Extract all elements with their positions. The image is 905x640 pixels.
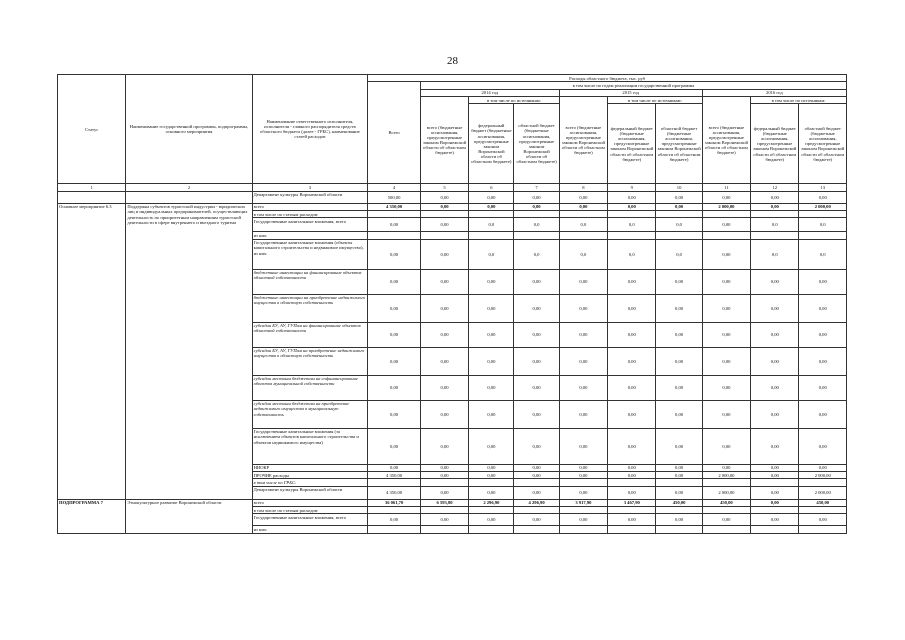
row-value: 0,00 — [656, 514, 702, 526]
row-value: 0,0 — [608, 239, 656, 269]
header-total: Всего — [368, 82, 421, 184]
row-value: 0,00 — [656, 400, 702, 428]
row-value — [514, 232, 559, 239]
row-value: 0,00 — [751, 294, 799, 322]
row-value: 0,00 — [368, 347, 421, 375]
header-2015-federal: федеральный бюджет (бюджетные ассигнования, предусмотренные законом Воронежской области об областном бюджете) — [608, 104, 656, 184]
row-value — [514, 210, 559, 217]
row-value: 0,00 — [514, 471, 559, 478]
row-value — [368, 479, 421, 486]
row-value: 0,0 — [514, 239, 559, 269]
header-2016-regional: областной бюджет (бюджетные ассигнования, предусмотренные законом Воронежской области об областном бюджете) — [799, 104, 847, 184]
row-value: 0,0 — [799, 239, 847, 269]
row-value — [559, 232, 607, 239]
row-value — [559, 479, 607, 486]
row-expense-label: в том числе по статьям расходов: — [252, 210, 368, 217]
row-value: 0,00 — [702, 400, 750, 428]
row-value — [656, 210, 702, 217]
row-value: 0,00 — [751, 400, 799, 428]
row-value: 0,00 — [469, 464, 514, 471]
row-value: 0,00 — [799, 464, 847, 471]
row-value — [751, 526, 799, 533]
row-expense-label: бюджетные инвестиции на приобретение недвижимого имущества в областную собственность — [252, 294, 368, 322]
row-value: 0,00 — [608, 514, 656, 526]
row-value: 0,00 — [608, 464, 656, 471]
row-status — [58, 191, 126, 203]
row-value: 0,00 — [420, 486, 468, 499]
row-expense-label: субсидии местным бюджетам на софинансирование объектов муниципальной собственности — [252, 375, 368, 400]
row-value: 0,00 — [656, 191, 702, 203]
header-2014-of-which: в том числе по источникам: — [469, 96, 559, 103]
row-value: 0,00 — [514, 514, 559, 526]
row-value: 4 350,00 — [368, 203, 421, 210]
row-value: 0,00 — [559, 514, 607, 526]
row-value: 4 350,00 — [368, 471, 421, 478]
row-value — [368, 232, 421, 239]
row-value: 0,00 — [608, 269, 656, 294]
row-value: 0,00 — [420, 471, 468, 478]
row-value: 0,00 — [656, 471, 702, 478]
header-by-years: в том числе по годам реализации государственной программы — [420, 82, 846, 89]
row-value: 0,0 — [799, 218, 847, 232]
header-executor: Наименование ответственного исполнителя, исполнителя - главного распорядителя средств областного бюджета (далее - ГРБС), наименование статей расходов — [252, 75, 368, 184]
row-value: 0,00 — [559, 191, 607, 203]
row-value — [608, 526, 656, 533]
row-value: 0,00 — [368, 400, 421, 428]
row-value: 3 467,90 — [608, 499, 656, 506]
header-2014-total: всего (бюджетные ассигнования, предусмотренные законом Воронежской области об областном бюджете) — [420, 96, 468, 183]
header-2016-federal: федеральный бюджет (бюджетные ассигнования, предусмотренные законом Воронежской области об областном бюджете) — [751, 104, 799, 184]
row-value — [514, 479, 559, 486]
row-value: 0,00 — [514, 428, 559, 464]
row-value: 36 061,70 — [368, 499, 421, 506]
row-value: 0,00 — [559, 322, 607, 347]
row-value: 0,00 — [702, 269, 750, 294]
row-value: 0,00 — [656, 294, 702, 322]
row-expense-label: из них: — [252, 526, 368, 533]
row-value: 0,00 — [656, 203, 702, 210]
row-expense-label: в том числе по статьям расходов: — [252, 506, 368, 513]
row-value: 0,00 — [656, 347, 702, 375]
row-value — [702, 232, 750, 239]
row-value: 0,00 — [751, 269, 799, 294]
row-value: 0,00 — [656, 464, 702, 471]
row-value: 0,00 — [420, 375, 468, 400]
column-number: 9 — [608, 184, 656, 191]
row-expense-label: Департамент культуры Воронежской области — [252, 191, 368, 203]
column-number: 2 — [126, 184, 252, 191]
row-expense-label: из них: — [252, 232, 368, 239]
row-expense-label: субсидии БУ, АУ, ГУПам на финансирование объектов областной собственности — [252, 322, 368, 347]
row-value: 0,00 — [420, 400, 468, 428]
row-value: 0,00 — [559, 203, 607, 210]
row-value: 0,00 — [420, 294, 468, 322]
row-value: 0,00 — [608, 486, 656, 499]
row-expense-label: субсидии местным бюджетам на приобретение недвижимого имущества в муниципальную собственность — [252, 400, 368, 428]
row-value: 0,00 — [656, 428, 702, 464]
row-value — [368, 506, 421, 513]
row-value: 0,00 — [608, 294, 656, 322]
table-row — [58, 203, 847, 210]
row-value — [469, 526, 514, 533]
row-value: 2 000,00 — [702, 486, 750, 499]
row-status: Основное мероприятие 6.3 — [58, 203, 126, 499]
row-value — [702, 506, 750, 513]
row-value: 0,00 — [799, 428, 847, 464]
row-value: 0,00 — [799, 322, 847, 347]
row-value — [608, 210, 656, 217]
column-number: 1 — [58, 184, 126, 191]
header-2014-regional: областной бюджет (бюджетные ассигнования, предусмотренные законом Воронежской области об областном бюджете) — [514, 104, 559, 184]
row-value: 0,00 — [799, 191, 847, 203]
row-value: 0,00 — [514, 464, 559, 471]
row-value — [799, 210, 847, 217]
row-value — [656, 506, 702, 513]
row-value: 2 000,00 — [799, 471, 847, 478]
table-row — [58, 499, 847, 506]
row-value: 0,00 — [751, 514, 799, 526]
row-value — [420, 210, 468, 217]
row-value — [514, 526, 559, 533]
row-value: 0,00 — [656, 486, 702, 499]
row-value: 0,00 — [608, 471, 656, 478]
row-value — [420, 232, 468, 239]
row-value: 0,0 — [656, 218, 702, 232]
row-value: 0,00 — [702, 294, 750, 322]
row-value: 0,00 — [514, 322, 559, 347]
row-value: 0,00 — [469, 514, 514, 526]
row-value: 0,00 — [559, 347, 607, 375]
row-value: 0,00 — [608, 428, 656, 464]
row-value — [656, 232, 702, 239]
row-value — [469, 210, 514, 217]
row-value: 0,00 — [469, 294, 514, 322]
row-value: 0,00 — [751, 191, 799, 203]
row-value — [420, 479, 468, 486]
row-value: 0,00 — [420, 428, 468, 464]
row-value: 0,00 — [469, 203, 514, 210]
row-value: 0,00 — [514, 294, 559, 322]
row-value: 0,00 — [420, 347, 468, 375]
row-value: 0,00 — [702, 464, 750, 471]
row-value — [608, 479, 656, 486]
row-value: 0,00 — [368, 428, 421, 464]
row-value — [420, 506, 468, 513]
row-value: 0,00 — [608, 347, 656, 375]
row-value: 0,00 — [368, 294, 421, 322]
row-value: 0,00 — [559, 428, 607, 464]
header-year-2014: 2014 год — [420, 89, 559, 96]
row-value: 2 000,00 — [702, 471, 750, 478]
row-value — [656, 479, 702, 486]
row-value: 0,00 — [368, 322, 421, 347]
row-value: 0,00 — [469, 269, 514, 294]
row-value: 0,00 — [469, 347, 514, 375]
column-number: 10 — [656, 184, 702, 191]
row-value: 0,00 — [608, 400, 656, 428]
row-value — [702, 526, 750, 533]
row-value: 0,0 — [656, 239, 702, 269]
row-expense-label: Государственные капитальные вложения (за исключением объектов капитального строительства и объектов недвижимого имущества) — [252, 428, 368, 464]
row-expense-label: Государственные капитальные вложения, всего — [252, 218, 368, 232]
row-value: 450,00 — [656, 499, 702, 506]
row-value: 0,00 — [799, 347, 847, 375]
row-value: 0,00 — [799, 294, 847, 322]
row-value: 0,00 — [702, 239, 750, 269]
row-value — [799, 506, 847, 513]
row-value: 4 350,00 — [368, 486, 421, 499]
row-value: 0,00 — [608, 203, 656, 210]
row-value: 0,00 — [514, 400, 559, 428]
row-expense-label: Департамент культуры Воронежской области — [252, 486, 368, 499]
row-value — [469, 232, 514, 239]
row-value: 0,00 — [420, 322, 468, 347]
row-value: 0,00 — [559, 294, 607, 322]
column-number: 5 — [420, 184, 468, 191]
row-value: 0,00 — [702, 347, 750, 375]
row-value: 0,00 — [368, 464, 421, 471]
row-value — [608, 506, 656, 513]
row-value — [608, 232, 656, 239]
row-value: 0,0 — [469, 218, 514, 232]
row-value: 4 296,90 — [514, 499, 559, 506]
row-value: 0,00 — [751, 375, 799, 400]
row-value: 0,00 — [469, 471, 514, 478]
column-number: 11 — [702, 184, 750, 191]
column-number: 12 — [751, 184, 799, 191]
row-value: 0,00 — [514, 375, 559, 400]
row-expense-label: всего — [252, 499, 368, 506]
row-value: 0,00 — [469, 322, 514, 347]
row-value: 0,0 — [608, 218, 656, 232]
row-value: 0,0 — [559, 218, 607, 232]
column-number: 7 — [514, 184, 559, 191]
row-value: 0,00 — [751, 464, 799, 471]
column-number: 8 — [559, 184, 607, 191]
row-value: 0,0 — [514, 218, 559, 232]
row-value: 0,00 — [368, 218, 421, 232]
row-value: 0,00 — [469, 375, 514, 400]
row-value: 2 296,90 — [469, 499, 514, 506]
row-value: 0,00 — [751, 322, 799, 347]
row-value: 0,00 — [751, 428, 799, 464]
row-value: 0,00 — [368, 514, 421, 526]
row-value: 0,00 — [608, 322, 656, 347]
row-program-name — [126, 191, 252, 203]
row-expense-label: бюджетные инвестиции на финансирование объектов областной собственности — [252, 269, 368, 294]
header-2016-total: всего (бюджетные ассигнования, предусмотренные законом Воронежской области об областном бюджете) — [702, 96, 750, 183]
row-value: 0,00 — [469, 428, 514, 464]
row-value — [368, 526, 421, 533]
row-value: 0,00 — [420, 464, 468, 471]
header-2015-total: всего (бюджетные ассигнования, предусмотренные законом Воронежской области об областном бюджете) — [559, 96, 607, 183]
row-value: 2 000,00 — [799, 486, 847, 499]
row-value: 0,0 — [469, 239, 514, 269]
row-value: 0,00 — [799, 269, 847, 294]
page-number: 28 — [447, 55, 458, 67]
column-number: 4 — [368, 184, 421, 191]
row-value: 0,0 — [751, 239, 799, 269]
row-value — [751, 210, 799, 217]
row-value: 500,00 — [368, 191, 421, 203]
row-value: 0,00 — [514, 203, 559, 210]
header-year-2016: 2016 год — [702, 89, 846, 96]
row-value — [751, 506, 799, 513]
row-value — [799, 479, 847, 486]
row-value: 0,00 — [702, 428, 750, 464]
row-value: 450,00 — [799, 499, 847, 506]
header-expenses: Расходы областного бюджета, тыс. руб — [368, 75, 847, 82]
row-value: 0,00 — [559, 375, 607, 400]
row-program-name: Этнокультурное развитие Воронежской области — [126, 499, 252, 533]
row-value: 0,00 — [702, 191, 750, 203]
row-value: 0,00 — [702, 375, 750, 400]
row-value: 0,00 — [469, 486, 514, 499]
row-value — [702, 210, 750, 217]
row-value: 0,00 — [559, 269, 607, 294]
row-value: 0,00 — [799, 400, 847, 428]
row-value — [656, 526, 702, 533]
row-value: 0,00 — [514, 347, 559, 375]
row-value: 0,0 — [559, 239, 607, 269]
row-value: 0,0 — [751, 218, 799, 232]
row-value: 6 593,80 — [420, 499, 468, 506]
row-value: 0,00 — [702, 218, 750, 232]
row-value: 0,00 — [469, 400, 514, 428]
row-value: 0,00 — [368, 375, 421, 400]
row-value: 0,00 — [514, 486, 559, 499]
row-value — [559, 210, 607, 217]
header-program-name: Наименование государственной программы, подпрограммы, основного мероприятия — [126, 75, 252, 184]
row-value: 0,00 — [608, 191, 656, 203]
row-expense-label: в том числе по ГРБС: — [252, 479, 368, 486]
row-value — [799, 232, 847, 239]
header-2015-regional: областной бюджет (бюджетные ассигнования, предусмотренные законом Воронежской области об областном бюджете) — [656, 104, 702, 184]
row-program-name: Поддержка субъектов туристской индустрии - юридических лиц и индивидуальных предпринимателей, осуществляющих деятельность по приоритетным направлениям туристской деятельности в сфере внутреннего и въездного туризма — [126, 203, 252, 499]
row-value — [559, 526, 607, 533]
row-value: 0,00 — [559, 471, 607, 478]
row-value — [751, 232, 799, 239]
header-status: Статус — [58, 75, 126, 184]
row-value: 0,00 — [514, 191, 559, 203]
row-value — [514, 506, 559, 513]
column-number: 6 — [469, 184, 514, 191]
row-value: 0,00 — [751, 486, 799, 499]
row-value: 0,00 — [559, 400, 607, 428]
row-value: 0,00 — [368, 269, 421, 294]
row-status: ПОДПРОГРАММА 7 — [58, 499, 126, 533]
row-value: 0,00 — [420, 218, 468, 232]
row-value: 0,00 — [751, 203, 799, 210]
row-expense-label: Государственные капитальные вложения, всего — [252, 514, 368, 526]
row-value: 2 000,00 — [702, 203, 750, 210]
header-2014-federal: федеральный бюджет (бюджетные ассигнования, предусмотренные законом Воронежской области об областном бюджете) — [469, 104, 514, 184]
row-value: 450,00 — [702, 499, 750, 506]
row-value — [559, 506, 607, 513]
row-value: 0,00 — [420, 239, 468, 269]
row-value: 3 917,90 — [559, 499, 607, 506]
column-number: 13 — [799, 184, 847, 191]
row-value: 0,00 — [656, 322, 702, 347]
row-value: 0,00 — [751, 471, 799, 478]
row-value: 0,00 — [559, 486, 607, 499]
row-value: 0,00 — [751, 347, 799, 375]
row-value: 0,00 — [608, 375, 656, 400]
row-expense-label: НИОКР — [252, 464, 368, 471]
row-value — [751, 479, 799, 486]
row-value — [469, 506, 514, 513]
budget-table — [57, 74, 847, 534]
row-value: 0,00 — [702, 514, 750, 526]
row-value: 0,00 — [656, 375, 702, 400]
row-value: 0,00 — [799, 514, 847, 526]
row-value: 2 000,00 — [799, 203, 847, 210]
row-value: 0,00 — [799, 375, 847, 400]
row-expense-label: Государственные капитальные вложения (объекты капитального строительства и недвижимое имущество), из них: — [252, 239, 368, 269]
column-number: 3 — [252, 184, 368, 191]
row-value: 0,00 — [559, 464, 607, 471]
row-expense-label: субсидии БУ, АУ, ГУПам на приобретение недвижимого имущества в областную собственность — [252, 347, 368, 375]
row-expense-label: всего — [252, 203, 368, 210]
row-value: 0,00 — [751, 499, 799, 506]
row-value: 0,00 — [420, 191, 468, 203]
row-value — [799, 526, 847, 533]
row-value — [420, 526, 468, 533]
row-value: 0,00 — [368, 239, 421, 269]
row-value: 0,00 — [656, 269, 702, 294]
row-value: 0,00 — [420, 269, 468, 294]
row-value — [368, 210, 421, 217]
row-value: 0,00 — [514, 269, 559, 294]
row-expense-label: ПРОЧИЕ расходы — [252, 471, 368, 478]
table-row — [58, 191, 847, 203]
row-value — [702, 479, 750, 486]
header-2015-of-which: в том числе по источникам: — [608, 96, 703, 103]
row-value: 0,00 — [420, 514, 468, 526]
header-2016-of-which: в том числе по источникам: — [751, 96, 847, 103]
row-value: 0,00 — [702, 322, 750, 347]
row-value: 0,00 — [469, 191, 514, 203]
row-value — [469, 479, 514, 486]
header-year-2015: 2015 год — [559, 89, 702, 96]
row-value: 0,00 — [420, 203, 468, 210]
